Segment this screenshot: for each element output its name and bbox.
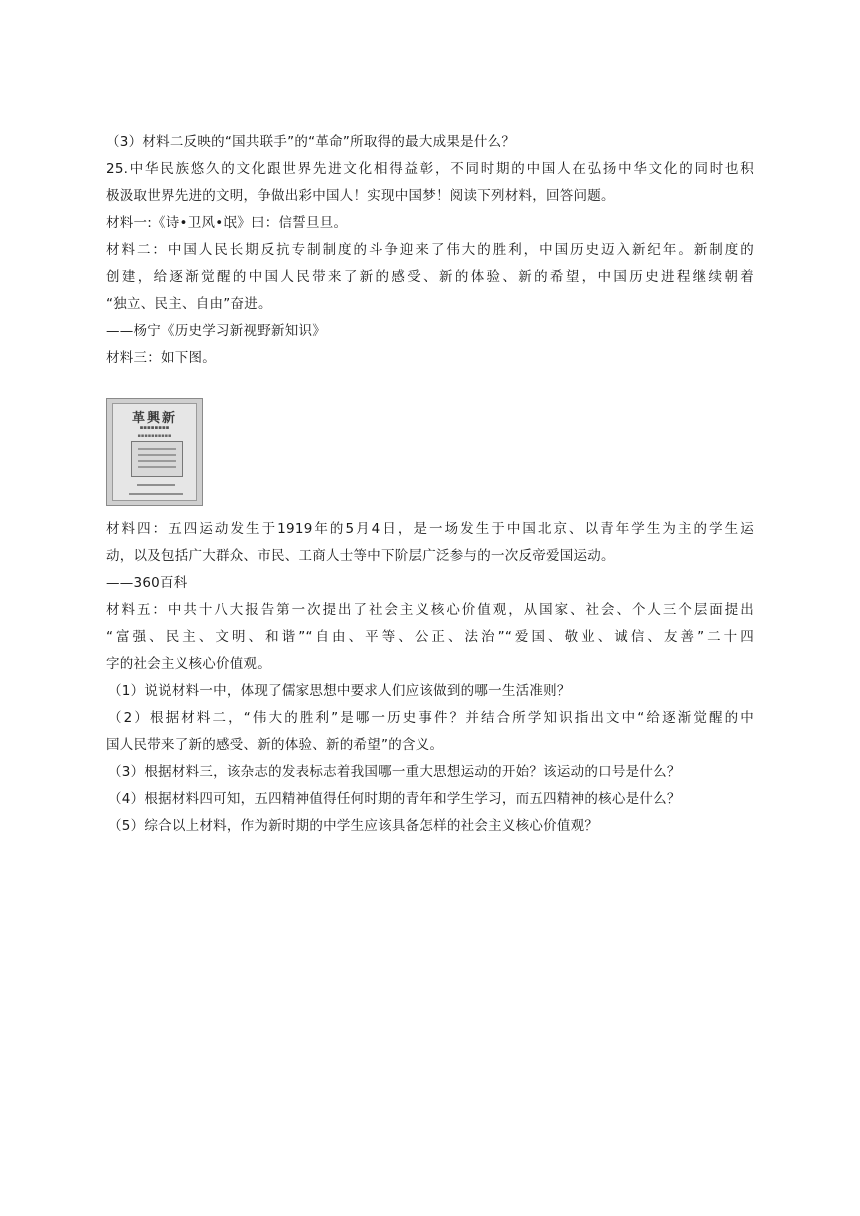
- magazine-contents-box: [131, 441, 183, 477]
- question-25-1: （1）说说材料一中，体现了儒家思想中要求人们应该做到的哪一生活准则？: [108, 683, 571, 699]
- material-4-source: ——360百科: [106, 575, 188, 591]
- magazine-publisher-line: [129, 493, 183, 495]
- material-5-line3: 字的社会主义核心价值观。: [106, 656, 271, 672]
- material-3: 材料三：如下图。: [106, 350, 216, 366]
- question-25-3: （3）根据材料三，该杂志的发表标志着我国哪一重大思想运动的开始？该运动的口号是什么？: [108, 764, 681, 780]
- question-24-3: （3）材料二反映的“国共联手”的“革命”所取得的最大成果是什么？: [106, 134, 516, 150]
- material-5-line2: “富强、民主、文明、和谐”“自由、平等、公正、法治”“爱国、敬业、诚信、友善”二十四: [106, 629, 754, 645]
- question-25-2-line1: （2）根据材料二，“伟大的胜利”是哪一历史事件？并结合所学知识指出文中“给逐渐觉醒的中: [108, 710, 754, 726]
- new-youth-magazine-cover-image: [106, 398, 203, 506]
- magazine-logo-title: 革興新: [131, 411, 177, 426]
- material-5-line1: 材料五：中共十八大报告第一次提出了社会主义核心价值观，从国家、社会、个人三个层面提出: [106, 602, 754, 618]
- material-2-line2: 创建，给逐渐觉醒的中国人民带来了新的感受、新的体验、新的希望，中国历史进程继续朝着: [106, 269, 754, 285]
- material-1: 材料一:《诗•卫风•氓》曰：信誓旦旦。: [106, 215, 348, 231]
- material-4-line2: 动，以及包括广大群众、市民、工商人士等中下阶层广泛参与的一次反帝爱国运动。: [106, 548, 615, 564]
- magazine-footer-line: [137, 484, 175, 486]
- magazine-subtitle-text: ▪▪▪▪▪▪▪▪: [139, 425, 170, 431]
- material-4-line1: 材料四：五四运动发生于1919年的5月4日，是一场发生于中国北京、以青年学生为主的学生运: [106, 521, 754, 537]
- question-25-4: （4）根据材料四可知，五四精神值得任何时期的青年和学生学习，而五四精神的核心是什么？: [108, 791, 681, 807]
- material-2-line3: “独立、民主、自由”奋进。: [106, 296, 272, 312]
- material-2-source: ——杨宁《历史学习新视野新知识》: [106, 323, 326, 339]
- question-25-5: （5）综合以上材料，作为新时期的中学生应该具备怎样的社会主义核心价值观？: [108, 818, 599, 834]
- material-2-line1: 材料二：中国人民长期反抗专制制度的斗争迎来了伟大的胜利，中国历史迈入新纪年。新制度的: [106, 242, 754, 258]
- question-25-intro-line1: 25.中华民族悠久的文化跟世界先进文化相得益彰，不同时期的中国人在弘扬中华文化的同时也积: [106, 161, 754, 177]
- question-25-2-line2: 国人民带来了新的感受、新的体验、新的希望”的含义。: [106, 737, 444, 753]
- magazine-subtitle-text-2: ▪▪▪▪▪▪▪▪▪▪: [137, 433, 172, 439]
- question-25-intro-line2: 极汲取世界先进的文明，争做出彩中国人！实现中国梦！阅读下列材料，回答问题。: [106, 188, 615, 204]
